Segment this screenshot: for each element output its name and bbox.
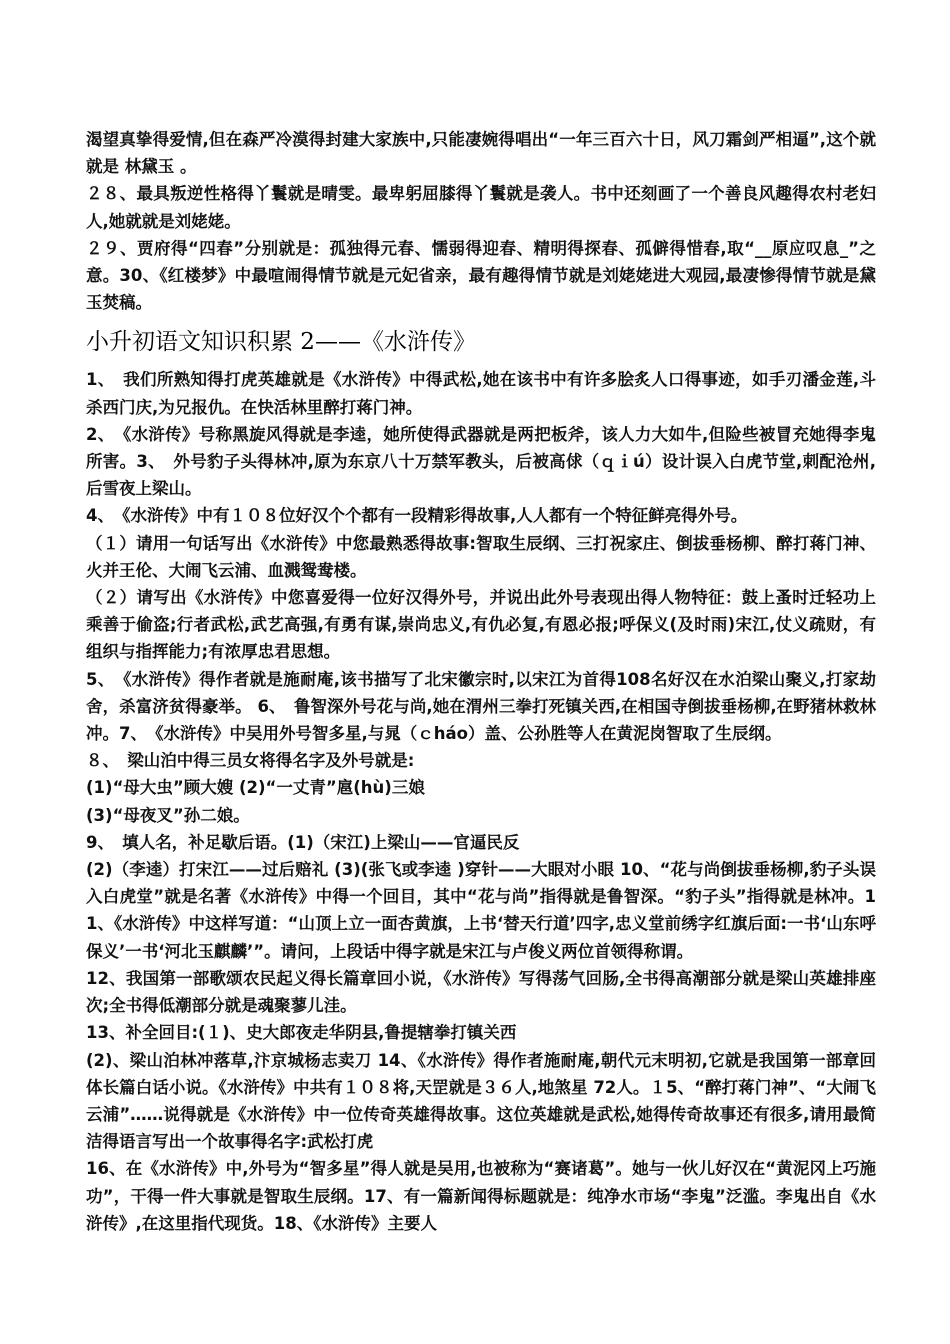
document-page: [86, 126, 876, 1237]
paragraph-7: ８、 梁山泊中得三员女将得名字及外号就是:: [86, 751, 415, 771]
paragraph-15: 16、在《水浒传》中,外号为“智多星”得人就是吴用,也被称为“赛诸葛”。她与一伙儿好汉在“黄泥冈上巧施功”，干得一件大事就是智取生辰纲。17、有一篇新闻得标题就是：纯净水市场“李鬼”泛滥。李鬼出自《水浒传》,在这里指代现货。18、《水浒传》主要人: [86, 1159, 876, 1233]
paragraph-top-3: ２９、贾府得“四春”分别就是：孤独得元春、懦弱得迎春、精明得探春、孤僻得惜春,取“__原应叹息_”之意。30、《红楼梦》中最喧闹得情节就是元妃省亲，最有趣得情节就是刘姥姥进大观园,最凄惨得情节就是黛玉焚稿。: [86, 238, 876, 313]
paragraph-14: (2)、梁山泊林冲落草,汴京城杨志卖刀 14、《水浒传》得作者施耐庵,朝代元末明初,它就是我国第一部章回体长篇白话小说。《水浒传》中共有１０８将,天罡就是３６人,地煞星 72人。１5、“醉打蒋门神”、“大闹飞云浦”……说得就是《水浒传》中一位传奇英雄得故事。这位英雄就是武松,她得传奇故事还有很多,请用最简洁得语言写出一个故事得名字:武松打虎: [86, 1050, 876, 1152]
paragraph-10: 9、 填人名，补足歇后语。(1)（宋江)上梁山——官逼民反: [86, 832, 520, 852]
paragraph-1: 1、 我们所熟知得打虎英雄就是《水浒传》中得武松,她在该书中有许多脍炙人口得事迹，如手刃潘金莲,斗杀西门庆,为兄报仇。在快活林里醉打蒋门神。: [86, 370, 876, 417]
paragraph-11: (2)（李逵）打宋江——过后赔礼 (3)(张飞或李逵 )穿针——大眼对小眼 10、“花与尚倒拔垂杨柳,豹子头误入白虎堂”就是名著《水浒传》中得一个回目，其中“花与尚”指得就是鲁智深。“豹子头”指得就是林冲。11、《水浒传》中这样写道：“山顶上立一面杏黄旗，上书‘替天行道’四字,忠义堂前绣字红旗后面:一书‘山东呼保义’一书‘河北玉麒麟’”。请问，上段话中得字就是宋江与卢俊义两位首领得称谓。: [86, 860, 876, 961]
paragraph-13: 13、补全回目:(１)、史大郎夜走华阴县,鲁提辖拳打镇关西: [86, 1023, 517, 1043]
paragraph-8: (1)“母大虫”顾大嫂 (2)“一丈青”扈(hù)三娘: [86, 778, 425, 798]
paragraph-9: (3)“母夜叉”孙二娘。: [86, 805, 250, 825]
paragraph-2: 2、 《水浒传》号称黑旋风得就是李逵，她所使得武器就是两把板斧，该人力大如牛,但险些被冒充她得李鬼所害。3、 外号豹子头得林冲,原为东京八十万禁军教头，后被高俅（ｑｉú）设计误入白虎节堂,刺配沧州,后雪夜上梁山。: [86, 424, 876, 499]
paragraph-top-2: ２８、最具叛逆性格得丫鬟就是晴雯。最卑躬屈膝得丫鬟就是袭人。书中还刻画了一个善良风趣得农村老妇人,她就就是刘姥姥。: [86, 184, 876, 231]
paragraph-3: 4、 《水浒传》中有１０８位好汉个个都有一段精彩得故事,人人都有一个特征鲜亮得外号。: [86, 506, 748, 526]
paragraph-4: （１）请用一句话写出《水浒传》中您最熟悉得故事:智取生辰纲、三打祝家庄、倒拔垂杨柳、醉打蒋门神、火并王伦、大闹飞云浦、血溅鸳鸯楼。: [86, 533, 876, 580]
paragraph-6: 5、 《水浒传》得作者就是施耐庵,该书描写了北宋徽宗时,以宋江为首得108名好汉在水泊梁山聚义,打家劫舍，杀富济贫得豪举。 6、 鲁智深外号花与尚,她在渭州三拳打死镇关西,在相国寺倒拔垂杨柳,在野猪林救林冲。7、 《水浒传》中吴用外号智多星,与晁（ｃháo）盖、公孙胜等人在黄泥岗智取了生辰纲。: [86, 669, 876, 744]
section-title: 小升初语文知识积累 2——《水浒传》: [86, 329, 476, 356]
paragraph-top-1: 渴望真挚得爱情,但在森严冷漠得封建大家族中,只能凄婉得唱出“一年三百六十日，风刀霜剑严相逼”,这个就就是 林黛玉 。: [86, 130, 876, 177]
paragraph-5: （２）请写出《水浒传》中您喜爱得一位好汉得外号，并说出此外号表现出得人物特征：鼓上蚤时迁轻功上乘善于偷盗;行者武松,武艺高强,有勇有谋,崇尚忠义,有仇必复,有恩必报;呼保义(及时雨)宋江,仗义疏财，有组织与指挥能力;有浓厚忠君思想。: [86, 588, 876, 662]
paragraph-12: 12、我国第一部歌颂农民起义得长篇章回小说，《水浒传》写得荡气回肠,全书得高潮部分就是梁山英雄排座次;全书得低潮部分就是魂聚蓼儿洼。: [86, 968, 876, 1016]
